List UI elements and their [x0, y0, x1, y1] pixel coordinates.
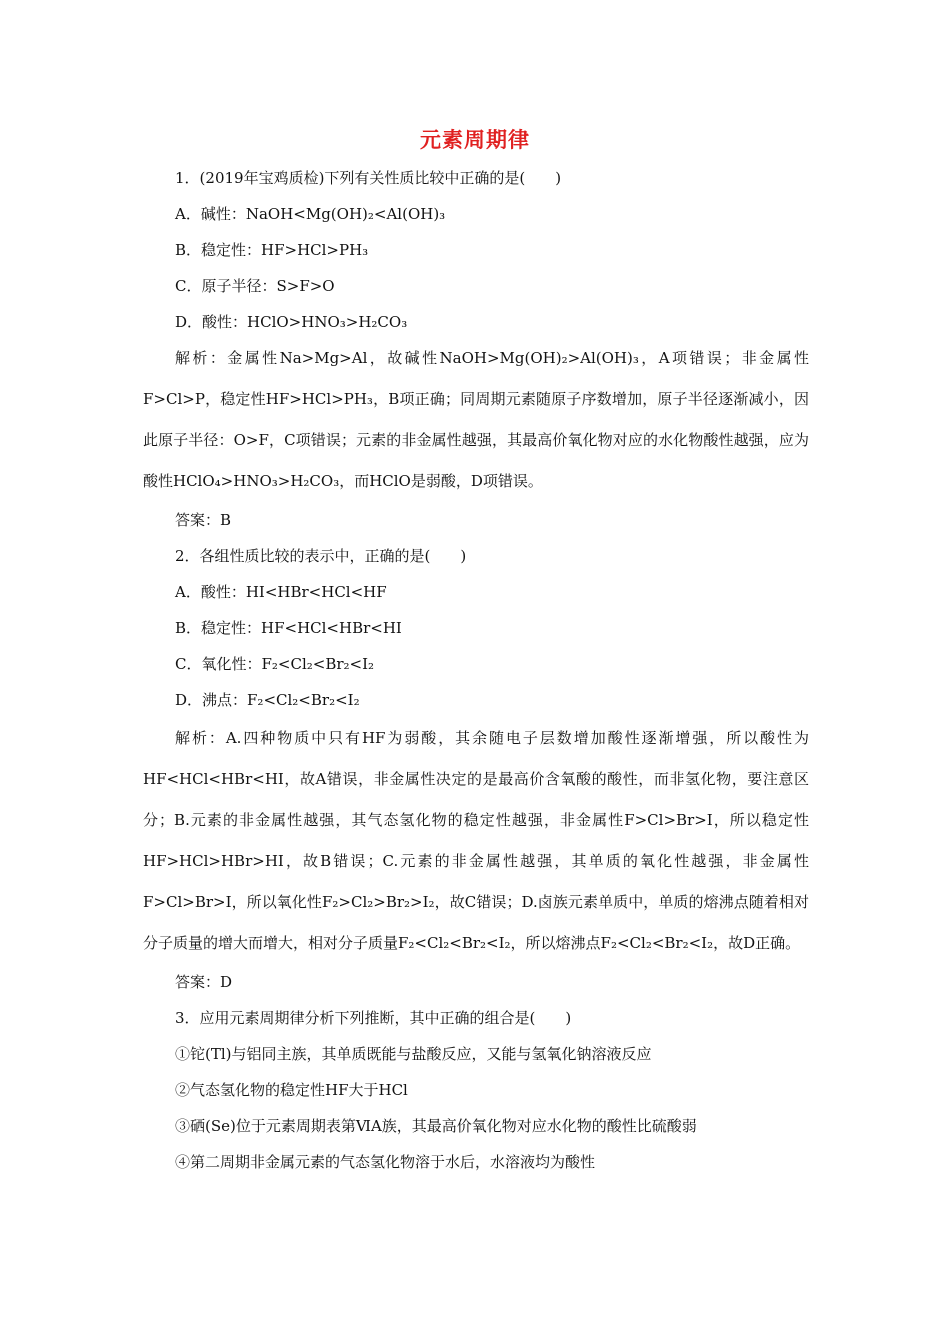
q2-option-c: C．氧化性：F₂<Cl₂<Br₂<I₂	[175, 655, 375, 673]
q2-option-d: D．沸点：F₂<Cl₂<Br₂<I₂	[175, 691, 360, 709]
document-title: 元素周期律	[420, 128, 530, 152]
q3-stem: 3．应用元素周期律分析下列推断，其中正确的组合是( )	[175, 1009, 572, 1027]
q3-item-3: ③硒(Se)位于元素周期表第ⅥA族，其最高价氧化物对应水化物的酸性比硫酸弱	[175, 1117, 697, 1135]
q2-stem: 2．各组性质比较的表示中，正确的是( )	[175, 547, 467, 565]
q2-option-b: B．稳定性：HF<HCl<HBr<HI	[175, 619, 402, 637]
q2-answer: 答案：D	[175, 973, 233, 991]
q1-analysis: 解析：金属性Na>Mg>Al，故碱性NaOH>Mg(OH)₂>Al(OH)₃，A项错误；非金属性F>Cl>P，稳定性HF>HCl>PH₃，B项正确；同周期元素随原子序数增加，原子半径逐渐减小，因此原子半径：O>F，C项错误；元素的非金属性越强，其最高价氧化物对应的水化物酸性越强，应为酸性HClO₄>HNO₃>H₂CO₃，而HClO是弱酸，D项错误。	[143, 349, 809, 490]
q1-answer: 答案：B	[175, 511, 232, 529]
q2-analysis: 解析：A.四种物质中只有HF为弱酸，其余随电子层数增加酸性逐渐增强，所以酸性为HF<HCl<HBr<HI，故A错误，非金属性决定的是最高价含氧酸的酸性，而非氢化物，要注意区分；B.元素的非金属性越强，其气态氢化物的稳定性越强，非金属性F>Cl>Br>I，所以稳定性HF>HCl>HBr>HI，故B错误；C.元素的非金属性越强，其单质的氧化性越强，非金属性F>Cl>Br>I，所以氧化性F₂>Cl₂>Br₂>I₂，故C错误；D.卤族元素单质中，单质的熔沸点随着相对分子质量的增大而增大，相对分子质量F₂<Cl₂<Br₂<I₂，所以熔沸点F₂<Cl₂<Br₂<I₂，故D正确。	[143, 729, 809, 952]
q1-option-b: B．稳定性：HF>HCl>PH₃	[175, 241, 369, 259]
q3-item-4: ④第二周期非金属元素的气态氢化物溶于水后，水溶液均为酸性	[175, 1153, 596, 1171]
q1-option-d: D．酸性：HClO>HNO₃>H₂CO₃	[175, 313, 408, 331]
q3-item-2: ②气态氢化物的稳定性HF大于HCl	[175, 1081, 408, 1099]
document-body	[143, 160, 809, 1180]
q1-option-c: C．原子半径：S>F>O	[175, 277, 335, 295]
q1-stem: 1．(2019年宝鸡质检)下列有关性质比较中正确的是( )	[175, 169, 562, 187]
q1-option-a: A．碱性：NaOH<Mg(OH)₂<Al(OH)₃	[175, 205, 446, 223]
q2-option-a: A．酸性：HI<HBr<HCl<HF	[175, 583, 387, 601]
q3-item-1: ①铊(Tl)与铝同主族，其单质既能与盐酸反应，又能与氢氧化钠溶液反应	[175, 1045, 652, 1063]
